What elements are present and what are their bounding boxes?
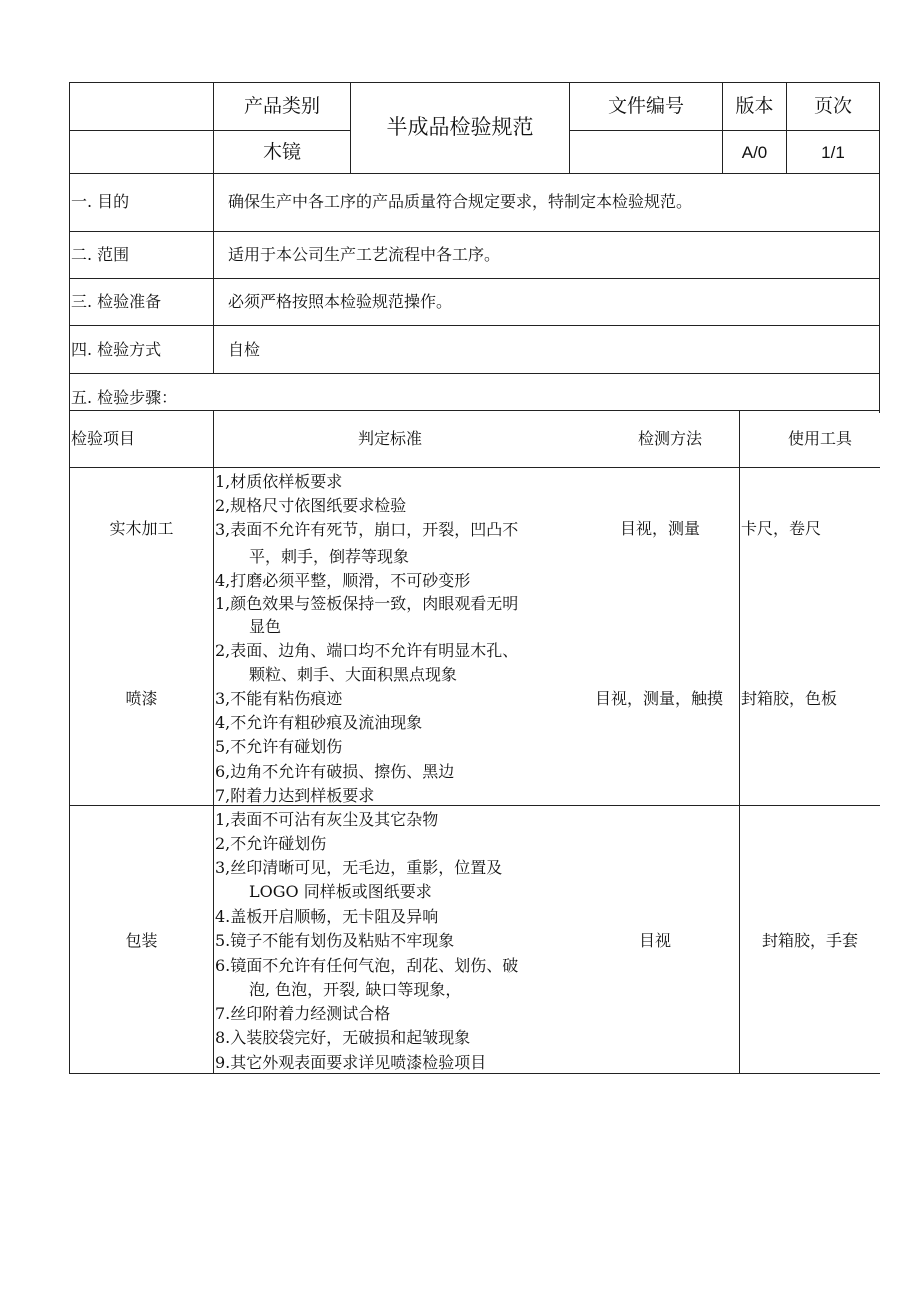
section-purpose-label: 一. 目的 (71, 192, 130, 211)
product-category-label: 产品类别 (243, 95, 320, 117)
section-preparation-label: 三. 检验准备 (71, 292, 162, 311)
row-tools: 封箱胶，手套 (761, 931, 858, 950)
section-purpose-text: 确保生产中各工序的产品质量符合规定要求，特制定本检验规范。 (228, 192, 693, 211)
rule-section-4 (69, 373, 880, 374)
rule-table-header (69, 467, 880, 468)
criteria-line: 8.入装胶袋完好，无破损和起皱现象 (215, 1028, 471, 1047)
criteria-line: 6,边角不允许有破损、擦伤、黑边 (215, 762, 455, 781)
rule-table-col-3 (739, 410, 740, 1074)
table-header-item: 检验项目 (71, 429, 136, 448)
rule-section-1 (69, 231, 880, 232)
section-scope-label: 二. 范围 (71, 245, 130, 264)
document-title: 半成品检验规范 (386, 115, 534, 139)
page-label: 页次 (813, 95, 852, 117)
rule-header-mid-right (569, 130, 880, 131)
section-preparation-text: 必须严格按照本检验规范操作。 (228, 292, 453, 311)
criteria-line: 4.盖板开启顺畅，无卡阻及异响 (215, 907, 439, 926)
criteria-line: 9.其它外观表面要求详见喷漆检验项目 (215, 1053, 487, 1072)
criteria-line: 1,材质依样板要求 (215, 472, 343, 491)
criteria-line: 4,不允许有粗砂痕及流油现象 (215, 713, 423, 732)
rule-header-bottom (69, 173, 880, 174)
rule-section-2 (69, 278, 880, 279)
rule-left-upper (69, 82, 70, 413)
criteria-line: 3,表面不允许有死节，崩口，开裂，凹凸不 (215, 520, 519, 539)
criteria-line: 1,颜色效果与签板保持一致，肉眼观看无明 (215, 594, 519, 613)
section-method-label: 四. 检验方式 (71, 340, 162, 359)
criteria-line: 2,不允许碰划伤 (215, 834, 327, 853)
criteria-line: 2,规格尺寸依图纸要求检验 (215, 496, 407, 515)
rule-top (69, 82, 880, 83)
version-value: A/0 (741, 143, 768, 162)
product-category-value: 木镜 (262, 141, 301, 163)
criteria-line: 7.丝印附着力经测试合格 (215, 1004, 391, 1023)
criteria-line: 4,打磨必须平整，顺滑，不可砂变形 (215, 571, 471, 590)
rule-right-upper (879, 82, 880, 413)
criteria-line: 泡, 色泡，开裂, 缺口等现象， (249, 980, 462, 999)
table-header-criteria: 判定标准 (357, 429, 422, 448)
section-scope-text: 适用于本公司生产工艺流程中各工序。 (228, 245, 501, 264)
rule-label-col (213, 82, 214, 374)
row-method: 目视，测量，触摸 (594, 689, 723, 708)
criteria-line: 3,不能有粘伤痕迹 (215, 689, 343, 708)
rule-header-mid-left (69, 130, 350, 131)
rule-table-left (69, 410, 70, 1074)
criteria-line: 显色 (249, 617, 282, 636)
row-item-name: 包装 (125, 931, 158, 950)
criteria-line: 5,不允许有碰划伤 (215, 737, 343, 756)
row-item-name: 喷漆 (125, 689, 158, 708)
row-method: 目视，测量 (619, 519, 700, 538)
criteria-line: 3,丝印清晰可见，无毛边，重影，位置及 (215, 858, 503, 877)
criteria-line: LOGO 同样板或图纸要求 (249, 882, 432, 901)
row-method: 目视 (638, 931, 671, 950)
rule-section-3 (69, 325, 880, 326)
rule-table-col-1 (213, 410, 214, 1074)
section-method-text: 自检 (228, 340, 261, 359)
row-tools: 封箱胶，色板 (741, 689, 838, 708)
rule-section-5 (69, 410, 880, 411)
section-steps-label: 五. 检验步骤： (71, 388, 178, 407)
table-header-tools: 使用工具 (787, 429, 852, 448)
criteria-line: 颗粒、刺手、大面积黑点现象 (249, 665, 458, 684)
doc-no-label: 文件编号 (607, 95, 684, 117)
row-tools: 卡尺，卷尺 (741, 519, 822, 538)
criteria-line: 平，刺手，倒荐等现象 (249, 547, 410, 566)
page-value: 1/1 (821, 143, 845, 162)
criteria-line: 1,表面不可沾有灰尘及其它杂物 (215, 810, 439, 829)
rule-row-2-bottom (69, 805, 880, 806)
criteria-line: 5.镜子不能有划伤及粘贴不牢现象 (215, 931, 455, 950)
criteria-line: 6.镜面不允许有任何气泡，刮花、划伤、破 (215, 956, 519, 975)
criteria-line: 7,附着力达到样板要求 (215, 786, 375, 805)
table-header-method: 检测方法 (637, 429, 702, 448)
row-item-name: 实木加工 (109, 519, 174, 538)
version-label: 版本 (735, 95, 774, 117)
criteria-line: 2,表面、边角、端口均不允许有明显木孔、 (215, 641, 519, 660)
